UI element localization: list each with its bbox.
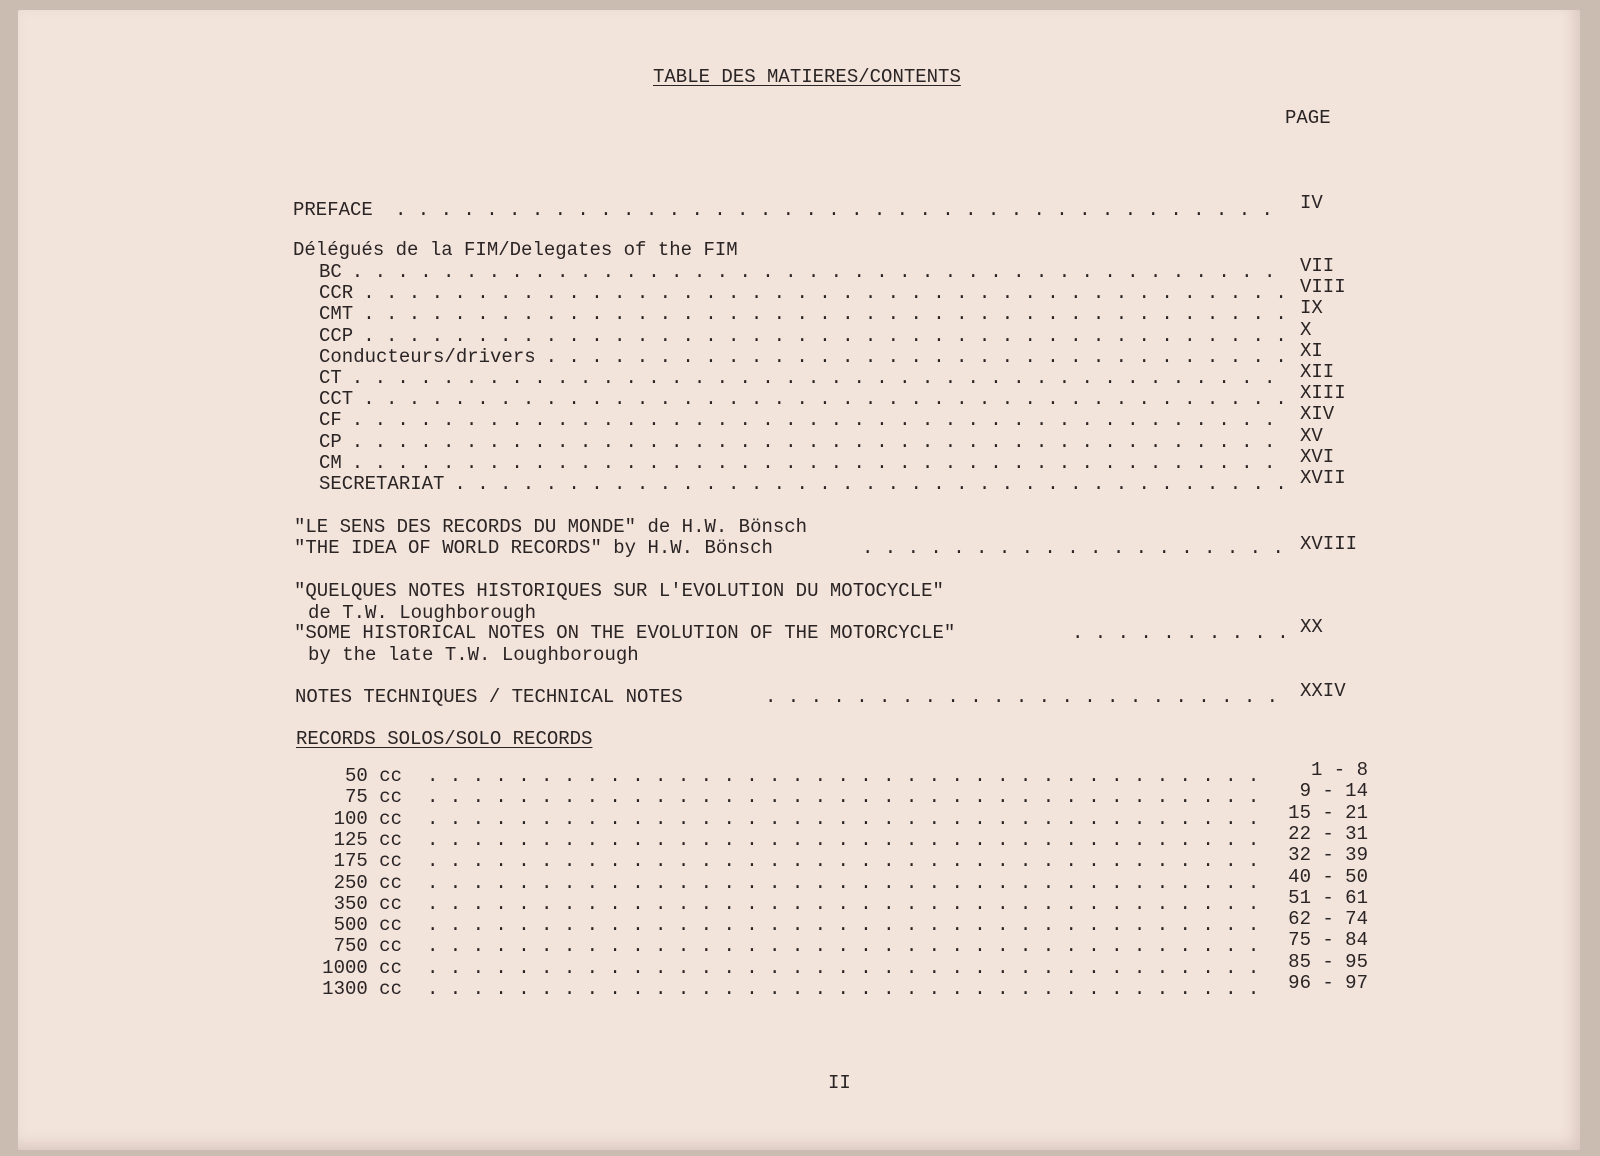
toc-page-range-solo-record: 62 - 74 xyxy=(1288,908,1368,931)
dot-leader xyxy=(862,538,1282,559)
dot-leader xyxy=(352,453,1285,474)
toc-entry-delegate: CP xyxy=(319,430,342,453)
toc-page-range-solo-record: 22 - 31 xyxy=(1288,822,1368,845)
toc-heading-solo-records: RECORDS SOLOS/SOLO RECORDS xyxy=(296,728,593,750)
toc-page-range-solo-record: 40 - 50 xyxy=(1288,865,1368,888)
toc-page-delegate: XIV xyxy=(1300,403,1335,426)
dot-leader xyxy=(765,687,1285,708)
page-number: II xyxy=(828,1072,851,1094)
toc-entry-solo-record: 1300 cc xyxy=(322,978,402,1000)
toc-page-delegate: XI xyxy=(1300,339,1323,362)
dot-leader xyxy=(546,347,1285,368)
toc-entry-delegate: SECRETARIAT xyxy=(319,473,445,495)
toc-page-delegate: XV xyxy=(1300,424,1323,447)
toc-page-delegate: VIII xyxy=(1300,276,1346,299)
dot-leader xyxy=(427,787,1262,808)
toc-page-range-solo-record: 96 - 97 xyxy=(1288,972,1368,994)
toc-page-range-solo-record: 9 - 14 xyxy=(1299,780,1368,803)
dot-leader xyxy=(427,809,1262,830)
toc-entry-delegate: CM xyxy=(319,451,342,474)
toc-entry-delegate: Conducteurs/drivers xyxy=(319,345,536,368)
toc-page-delegate: XVI xyxy=(1300,445,1335,468)
toc-page-preface: IV xyxy=(1300,192,1323,214)
toc-entry-technical-notes: NOTES TECHNIQUES / TECHNICAL NOTES xyxy=(295,686,683,708)
toc-entry-solo-record: 500 cc xyxy=(333,914,402,937)
toc-page-delegate: XII xyxy=(1300,361,1335,383)
dot-leader xyxy=(427,766,1262,787)
toc-entry-solo-record: 750 cc xyxy=(333,935,402,958)
toc-page-history: XX xyxy=(1300,616,1323,638)
page-title: TABLE DES MATIERES/CONTENTS xyxy=(653,66,961,88)
toc-page-delegate: VII xyxy=(1300,255,1335,277)
toc-entry-preface: PREFACE xyxy=(293,199,373,221)
dot-leader xyxy=(427,915,1262,936)
dot-leader xyxy=(427,851,1262,872)
toc-page-world-records: XVIII xyxy=(1300,533,1358,555)
dot-leader xyxy=(427,936,1262,957)
toc-page-delegate: XIII xyxy=(1300,382,1346,405)
toc-entry-history-fr-author: de T.W. Loughborough xyxy=(308,602,537,624)
toc-entry-history-en: "SOME HISTORICAL NOTES ON THE EVOLUTION OF THE MOTORCYCLE" xyxy=(294,622,956,644)
toc-page-range-solo-record: 32 - 39 xyxy=(1288,844,1368,867)
toc-entry-world-records-en: "THE IDEA OF WORLD RECORDS" by H.W. Bönsch xyxy=(294,537,773,559)
toc-page-range-solo-record: 1 - 8 xyxy=(1310,759,1368,781)
toc-entry-delegate: CF xyxy=(319,409,342,432)
toc-entry-solo-record: 75 cc xyxy=(344,786,402,809)
dot-leader xyxy=(1072,623,1284,644)
dot-leader xyxy=(427,958,1262,979)
toc-entry-solo-record: 175 cc xyxy=(333,850,402,873)
dot-leader xyxy=(363,283,1285,304)
toc-entry-history-fr: "QUELQUES NOTES HISTORIQUES SUR L'EVOLUTION DU MOTOCYCLE" xyxy=(294,580,944,602)
dot-leader xyxy=(427,894,1262,915)
dot-leader xyxy=(352,262,1285,283)
toc-page-range-solo-record: 85 - 95 xyxy=(1288,950,1368,973)
toc-entry-solo-record: 1000 cc xyxy=(322,956,402,979)
dot-leader xyxy=(363,326,1285,347)
toc-entry-solo-record: 350 cc xyxy=(333,892,402,915)
toc-entry-delegate: CCR xyxy=(319,282,354,305)
dot-leader xyxy=(363,304,1285,325)
dot-leader xyxy=(352,368,1285,389)
toc-page-delegate: XVII xyxy=(1300,467,1346,489)
toc-entry-solo-record: 50 cc xyxy=(344,765,402,787)
toc-page-range-solo-record: 15 - 21 xyxy=(1288,801,1368,824)
page-column-label: PAGE xyxy=(1285,107,1331,129)
toc-entry-delegate: CT xyxy=(319,367,342,389)
toc-entry-history-en-author: by the late T.W. Loughborough xyxy=(308,644,639,666)
dot-leader xyxy=(363,389,1285,410)
toc-entry-delegate: CMT xyxy=(319,303,354,326)
toc-page-range-solo-record: 51 - 61 xyxy=(1288,886,1368,909)
toc-page-technical-notes: XXIV xyxy=(1300,680,1346,702)
toc-entry-delegate: BC xyxy=(319,261,342,283)
toc-entry-delegate: CCP xyxy=(319,324,354,347)
toc-page-delegate: X xyxy=(1300,318,1312,341)
dot-leader xyxy=(427,979,1262,1000)
dot-leader xyxy=(454,474,1285,495)
dot-leader xyxy=(352,432,1285,453)
toc-page-delegate: IX xyxy=(1300,297,1323,320)
toc-entry-solo-record: 125 cc xyxy=(333,828,402,851)
dot-leader xyxy=(395,200,1285,221)
toc-entry-solo-record: 250 cc xyxy=(333,871,402,894)
toc-page-range-solo-record: 75 - 84 xyxy=(1288,929,1368,952)
dot-leader xyxy=(427,830,1262,851)
toc-entry-world-records-fr: "LE SENS DES RECORDS DU MONDE" de H.W. Bönsch xyxy=(294,516,808,538)
dot-leader xyxy=(427,873,1262,894)
toc-entry-delegate: CCT xyxy=(319,388,354,411)
dot-leader xyxy=(352,410,1285,431)
toc-heading-delegates: Délégués de la FIM/Delegates of the FIM xyxy=(293,239,738,261)
toc-entry-solo-record: 100 cc xyxy=(333,807,402,830)
